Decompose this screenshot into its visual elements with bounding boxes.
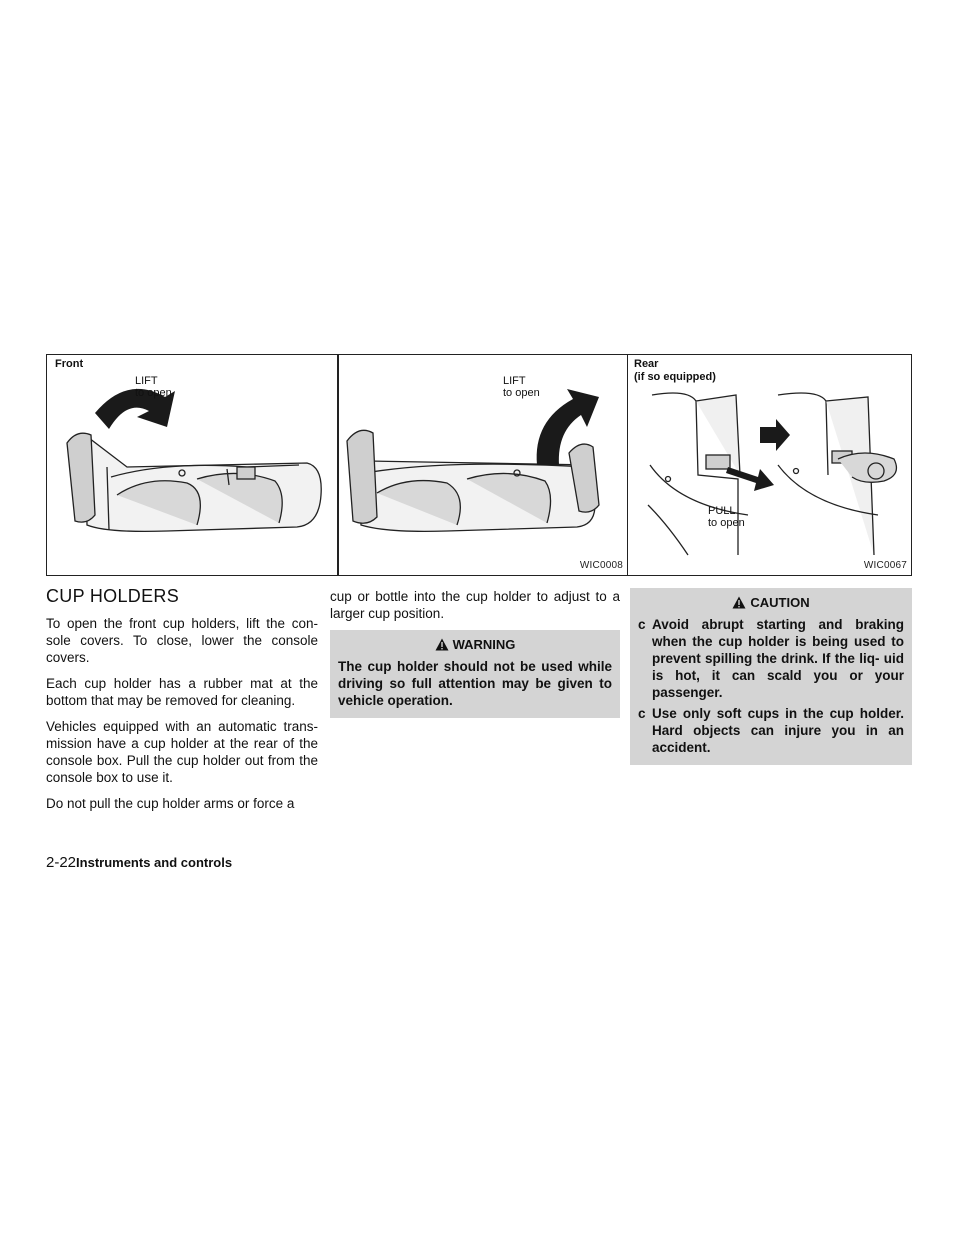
warning-text: The cup holder should not be used while driving so full attention may be given to vehicle operation. (338, 659, 612, 708)
front-right-callout: LIFT to open (503, 375, 540, 399)
front-figure-title: Front (55, 358, 84, 370)
warning-triangle-icon (435, 638, 449, 651)
rear-slide-arrow-icon (760, 419, 790, 451)
paragraph-2: Each cup holder has a rubber mat at the bottom that may be removed for cleaning. (46, 676, 318, 708)
page-number: 2-22 (46, 854, 77, 871)
warning-box (330, 630, 620, 718)
warning-header (338, 636, 612, 653)
caution-header (638, 594, 904, 611)
rear-pull-callout: PULL to open (708, 505, 745, 529)
warning-label: WARNING (452, 637, 516, 652)
column-1 (46, 588, 318, 821)
caution-item-2 (638, 705, 904, 756)
front-left-callout: LIFT to open (135, 375, 172, 399)
section-heading: CUP HOLDERS (46, 586, 180, 606)
rear-cup-holder-figure (628, 354, 912, 576)
bullet-mark: c (638, 706, 646, 721)
caution-label: CAUTION (750, 595, 810, 610)
paragraph-1: To open the front cup holders, lift the con- sole covers. To close, lower the console covers. (46, 616, 318, 665)
caution-triangle-icon (732, 596, 746, 609)
figure-divider (337, 355, 339, 575)
rear-cup-holder-illustration (628, 355, 912, 576)
rear-figure-id: WIC0067 (863, 560, 907, 571)
column-3 (630, 588, 912, 765)
bullet-mark: c (638, 617, 646, 632)
page-footer (46, 854, 232, 871)
rear-figure-title: Rear (if so equipped) (634, 358, 716, 383)
caution-item-text: Avoid abrupt starting and braking when the cup holder is being used to prevent spilling the drink. If the liq- uid is hot, it can scald you or your passenger. (652, 617, 904, 700)
caution-box (630, 588, 912, 765)
paragraph-4: Do not pull the cup holder arms or force a (46, 796, 295, 811)
caution-item-1 (638, 616, 904, 701)
paragraph-3: Vehicles equipped with an automatic trans- mission have a cup holder at the rear of the console box. Pull the cup holder out from the console box to use it. (46, 719, 318, 785)
paragraph-continued: cup or bottle into the cup holder to adjust to a larger cup position. (330, 589, 620, 621)
caution-item-text: Use only soft cups in the cup holder. Hard objects can injure you in an accident. (652, 706, 904, 755)
footer-section-title: Instruments and controls (76, 855, 233, 870)
front-figure-id: WIC0008 (579, 560, 623, 571)
column-2 (330, 588, 620, 718)
front-cup-holder-figure (46, 354, 628, 576)
